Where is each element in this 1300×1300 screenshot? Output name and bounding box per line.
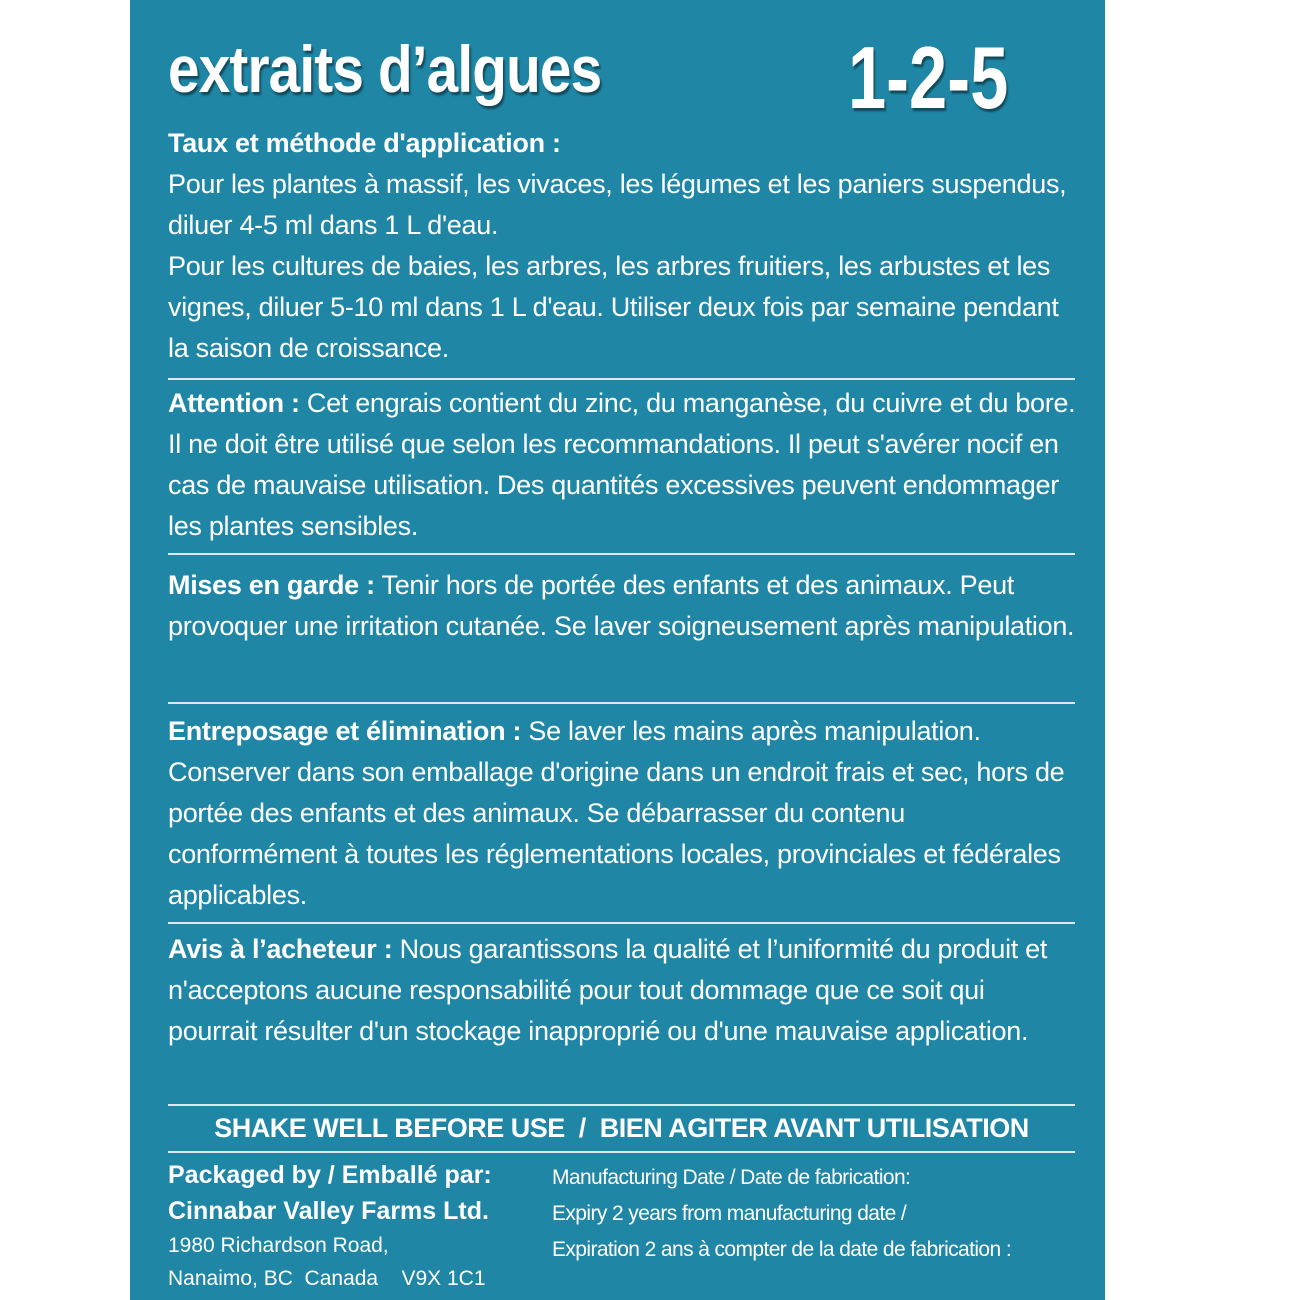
product-label [130,0,1105,1300]
packager-info [168,1157,548,1295]
expiry-en: Expiry 2 years from manufacturing date / [552,1202,907,1225]
address-line-2: Nanaimo, BC Canada V9X 1C1 [168,1267,486,1290]
divider [168,922,1075,924]
company-name: Cinnabar Valley Farms Ltd. [168,1197,489,1225]
application-text-2: Pour les cultures de baies, les arbres, les arbres fruitiers, les arbustes et les vignes, diluer 5-10 ml dans 1 L d'eau. Utiliser deux fois par semaine pendant la saison de croissance. [168,251,1059,363]
divider [168,1104,1075,1106]
attention-text: Cet engrais contient du zinc, du manganèse, du cuivre et du bore. Il ne doit être utilisé que selon les recommandations. Il peut s'avérer nocif en cas de mauvaise utilisation. Des quantités excessives peuvent endommager les plantes sensibles. [168,388,1076,541]
divider [168,702,1075,704]
date-info [552,1160,1072,1268]
application-text-1: Pour les plantes à massif, les vivaces, les légumes et les paniers suspendus, diluer 4-5 ml dans 1 L d'eau. [168,169,1067,240]
warnings-heading: Mises en garde : [168,570,375,600]
manufacturing-date-label: Manufacturing Date / Date de fabrication: [552,1166,911,1189]
expiry-fr: Expiration 2 ans à compter de la date de fabrication : [552,1238,1012,1261]
product-title: extraits d’algues [168,32,602,106]
packager-label: Packaged by / Emballé par: [168,1161,492,1189]
buyer-notice-heading: Avis à l’acheteur : [168,934,393,964]
application-section [168,123,1078,369]
warnings-section [168,565,1078,647]
shake-notice: SHAKE WELL BEFORE USE / BIEN AGITER AVANT UTILISATION [214,1113,1029,1143]
attention-section [168,383,1078,547]
address-line-1: 1980 Richardson Road, [168,1234,389,1257]
storage-section [168,711,1078,916]
divider [168,553,1075,555]
storage-heading: Entreposage et élimination : [168,716,522,746]
attention-heading: Attention : [168,388,300,418]
divider [168,1151,1075,1153]
storage-text: Se laver les mains après manipulation. Conserver dans son emballage d'origine dans un endroit frais et sec, hors de portée des enfants et des animaux. Se débarrasser du contenu conformément à toutes les réglementations locales, provinciales et fédérales applicables. [168,716,1065,910]
divider [168,378,1075,380]
application-heading: Taux et méthode d'application : [168,128,561,158]
buyer-notice-section [168,929,1078,1052]
warnings-text: Tenir hors de portée des enfants et des animaux. Peut provoquer une irritation cutanée. Se laver soigneusement après manipulation. [168,570,1075,641]
npk-ratio: 1-2-5 [848,28,1009,127]
buyer-notice-text: Nous garantissons la qualité et l’uniformité du produit et n'acceptons aucune responsabilité pour tout dommage que ce soit qui pourrait résulter d'un stockage inapproprié ou d'une mauvaise application. [168,934,1048,1046]
